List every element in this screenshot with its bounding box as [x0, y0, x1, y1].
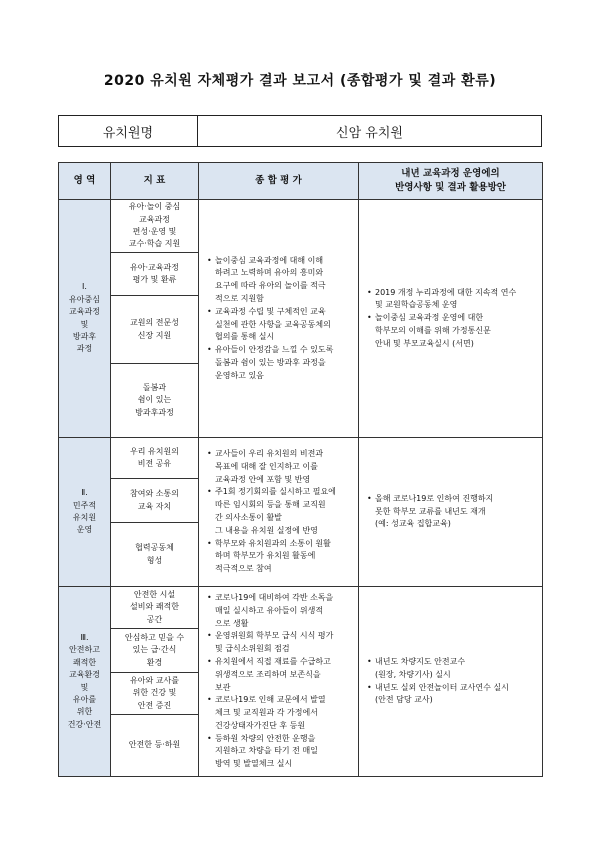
plan-item-line: (안전 담당 교사) — [375, 695, 433, 705]
evaluation-item — [207, 306, 352, 344]
evaluation-item-line: • 코로나19에 대비하여 각반 소독을 — [215, 592, 334, 602]
area-line: 안전하고 — [69, 645, 100, 655]
evaluation-item-line: • 교육과정 수립 및 구체적인 교육 — [215, 306, 326, 316]
indicator-cell — [111, 200, 199, 253]
plan-item-line: • 올해 코로나19로 인하여 진행하지 — [375, 493, 494, 503]
evaluation-item-line: 보관 — [215, 682, 231, 692]
evaluation-list — [207, 592, 352, 771]
area-line: 위한 — [76, 707, 93, 717]
evaluation-item-line: 건강상태자가진단 후 등원 — [215, 720, 306, 730]
plan-list — [367, 287, 536, 351]
indicator-line: 평가 및 환류 — [132, 275, 177, 284]
area-line: Ⅱ. — [81, 488, 88, 498]
plan-item — [367, 287, 536, 313]
area-line: 운영 — [76, 525, 93, 535]
evaluation-item-line: 돌봄과 쉼이 있는 방과후 과정을 — [215, 357, 326, 367]
area-line: Ⅰ. — [82, 282, 87, 292]
indicator-line: 환경 — [146, 657, 163, 667]
indicator-line: 편성·운영 및 — [132, 227, 177, 236]
evaluation-item — [207, 255, 352, 306]
plan-item-line: (원장, 차량기사) 실시 — [375, 669, 451, 679]
indicator-line: 교원의 전문성 — [130, 318, 179, 328]
evaluation-item-line: • 교사들이 우리 유치원의 비전과 — [215, 449, 324, 459]
indicator-cell — [111, 296, 199, 364]
indicator-line: 협력공동체 — [135, 543, 174, 553]
evaluation-item — [207, 630, 352, 656]
indicator-line: 참여와 소통의 — [130, 489, 179, 499]
header-area: 영 역 — [59, 163, 111, 200]
evaluation-item-line: • 놀이중심 교육과정에 대해 이해 — [215, 255, 324, 265]
indicator-line: 교육 자치 — [137, 501, 172, 511]
plan-list — [367, 493, 536, 531]
evaluation-item-line: 그 내용을 유치원 실정에 반영 — [215, 525, 318, 535]
indicator-line: 유아와 교사를 — [130, 675, 179, 685]
indicator-cell — [111, 364, 199, 438]
header-row — [59, 163, 543, 200]
area-cell — [59, 200, 111, 438]
indicator-line: 우리 유치원의 — [130, 446, 179, 456]
indicator-line: 교수·학습 지원 — [128, 239, 181, 249]
kindergarten-name-row — [58, 115, 542, 147]
evaluation-item — [207, 656, 352, 694]
indicator-line: 교육과정 — [139, 214, 170, 224]
table-row — [59, 200, 543, 253]
evaluation-item-line: • 운영위원회 학부모 급식 시식 평가 — [215, 631, 334, 641]
indicator-line: 유아·교육과정 — [130, 262, 179, 272]
area-line: 쾌적한 — [72, 657, 97, 667]
evaluation-item-line: 따른 임시회의 등을 통해 교직원 — [215, 500, 326, 510]
indicator-line: 안전한 등·하원 — [128, 740, 181, 750]
area-line: 유아를 — [72, 694, 97, 704]
kindergarten-label: 유치원명 — [59, 116, 198, 146]
evaluation-item-line: • 유아들이 안정감을 느낄 수 있도록 — [215, 345, 334, 355]
indicator-cell — [111, 673, 199, 715]
header-indicator: 지 표 — [111, 163, 199, 200]
evaluation-item-line: 협의를 통해 실시 — [215, 332, 275, 342]
indicator-cell — [111, 523, 199, 587]
area-line: 민주적 — [72, 500, 97, 510]
evaluation-item — [207, 592, 352, 630]
area-line: 교육환경 — [69, 670, 100, 680]
evaluation-item-line: 방역 및 발열체크 실시 — [215, 759, 293, 769]
area-line: 교육과정 — [69, 307, 100, 317]
plan-item — [367, 493, 536, 531]
evaluation-item-line: 교육과정 안에 포함 및 반영 — [215, 474, 311, 484]
indicator-line: 쉼이 있는 — [137, 395, 172, 405]
evaluation-item-line: • 학부모와 유치원과의 소통이 원활 — [215, 538, 331, 548]
area-cell — [59, 438, 111, 587]
indicator-cell — [111, 253, 199, 296]
indicator-cell — [111, 587, 199, 629]
plan-item — [367, 682, 536, 708]
indicator-line: 신장 지원 — [137, 330, 172, 340]
evaluation-item-line: 실천에 관한 사항을 교육공동체의 — [215, 319, 331, 329]
plan-item-line: 못한 학부모 교류를 내년도 재개 — [375, 506, 486, 516]
evaluation-item-line: • 등하원 차량의 안전한 운행을 — [215, 733, 316, 743]
indicator-cell — [111, 438, 199, 479]
evaluation-item-line: 체크 및 교직원과 각 가정에서 — [215, 708, 318, 718]
indicator-line: 안전 증진 — [137, 700, 172, 710]
evaluation-item-line: 운영하고 있음 — [215, 370, 264, 380]
header-plan — [359, 163, 543, 200]
plan-item-line: • 놀이중심 교육과정 운영에 대한 — [375, 313, 484, 323]
evaluation-item-line: 매일 실시하고 유아들이 위생적 — [215, 605, 324, 615]
evaluation-item-line: 위생적으로 조리하며 보존식을 — [215, 669, 321, 679]
area-line: Ⅲ. — [80, 632, 89, 642]
indicator-line: 위한 건강 및 — [132, 688, 177, 698]
plan-item-line: • 2019 개정 누리과정에 대한 지속적 연수 — [375, 287, 517, 297]
evaluation-item-line: 요구에 따라 유아의 놀이를 적극 — [215, 281, 326, 291]
indicator-cell — [111, 715, 199, 777]
table-row — [59, 587, 543, 629]
evaluation-item-line: 간 의사소통이 활발 — [215, 513, 282, 522]
indicator-line: 방과후과정 — [135, 407, 174, 417]
table-row — [59, 438, 543, 479]
evaluation-table — [58, 162, 543, 777]
area-line: 과정 — [76, 344, 93, 354]
evaluation-list — [207, 255, 352, 383]
evaluation-item-line: 및 급식소위원회 점검 — [215, 644, 290, 654]
evaluation-item-line: 목표에 대해 잘 인지하고 이를 — [215, 461, 318, 471]
area-line: 및 — [80, 319, 89, 329]
evaluation-item-line: 적극적으로 참여 — [215, 564, 272, 574]
plan-cell — [359, 200, 543, 438]
indicator-line: 설비와 쾌적한 — [130, 602, 179, 612]
header-plan-line1: 내년 교육과정 운영에의 — [401, 167, 500, 179]
evaluation-item-line: 지원하고 차량을 타기 전 매일 — [215, 746, 318, 756]
plan-item-line: • 내년도 실외 안전놀이터 교사연수 실시 — [375, 682, 509, 692]
plan-item — [367, 656, 536, 682]
plan-cell — [359, 587, 543, 777]
indicator-line: 형성 — [146, 555, 163, 565]
evaluation-item — [207, 733, 352, 771]
area-line: 유치원 — [72, 513, 97, 522]
evaluation-item-line: 하려고 노력하며 유아의 흥미와 — [215, 268, 324, 278]
indicator-line: 비전 공유 — [137, 459, 172, 468]
header-evaluation: 종 합 평 가 — [199, 163, 359, 200]
indicator-cell — [111, 479, 199, 523]
indicator-line: 안전한 시설 — [133, 589, 176, 599]
area-line: 유아중심 — [69, 294, 100, 304]
evaluation-cell — [199, 438, 359, 587]
evaluation-item — [207, 694, 352, 732]
evaluation-item — [207, 486, 352, 537]
area-line: 건강·안전 — [67, 719, 102, 729]
evaluation-item-line: • 코로나19로 인해 교문에서 발열 — [215, 695, 326, 705]
evaluation-list — [207, 448, 352, 576]
indicator-line: 안심하고 믿을 수 — [124, 632, 185, 642]
evaluation-cell — [199, 200, 359, 438]
evaluation-item — [207, 538, 352, 576]
kindergarten-name: 신암 유치원 — [336, 125, 403, 141]
evaluation-item-line: 적으로 지원함 — [215, 293, 264, 303]
plan-cell — [359, 438, 543, 587]
evaluation-item-line: • 주1회 정기회의를 실시하고 필요에 — [215, 487, 336, 497]
report-title: 2020 유치원 자체평가 결과 보고서 (종합평가 및 결과 환류) — [103, 73, 497, 89]
indicator-line: 있는 급·간식 — [132, 645, 177, 655]
plan-item-line: 안내 및 부모교육실시 (서면) — [375, 338, 474, 348]
evaluation-item-line: 으로 생활 — [215, 618, 249, 628]
evaluation-item — [207, 344, 352, 382]
indicator-line: 유아·놀이 중심 — [128, 202, 181, 212]
evaluation-cell — [199, 587, 359, 777]
plan-item-line: 학부모의 이해를 위해 가정통신문 — [375, 325, 491, 335]
plan-item-line: 및 교원학습공동체 운영 — [375, 300, 458, 310]
plan-item-line: • 내년도 차량지도 안전교수 — [375, 656, 466, 666]
evaluation-item-line: • 유치원에서 직접 재료를 수급하고 — [215, 656, 331, 666]
indicator-cell — [111, 629, 199, 673]
plan-item — [367, 312, 536, 350]
plan-item-line: (예: 성교육 집합교육) — [375, 519, 451, 529]
indicator-line: 공간 — [146, 614, 163, 624]
evaluation-item-line: 하며 학부모가 유치원 활동에 — [215, 551, 316, 561]
area-line: 방과후 — [72, 331, 97, 341]
evaluation-item — [207, 448, 352, 486]
area-cell — [59, 587, 111, 777]
plan-list — [367, 656, 536, 707]
area-line: 및 — [80, 682, 89, 692]
indicator-line: 돌봄과 — [142, 382, 167, 392]
header-plan-line2: 반영사항 및 결과 활용방안 — [395, 182, 506, 193]
table-body — [59, 200, 543, 777]
